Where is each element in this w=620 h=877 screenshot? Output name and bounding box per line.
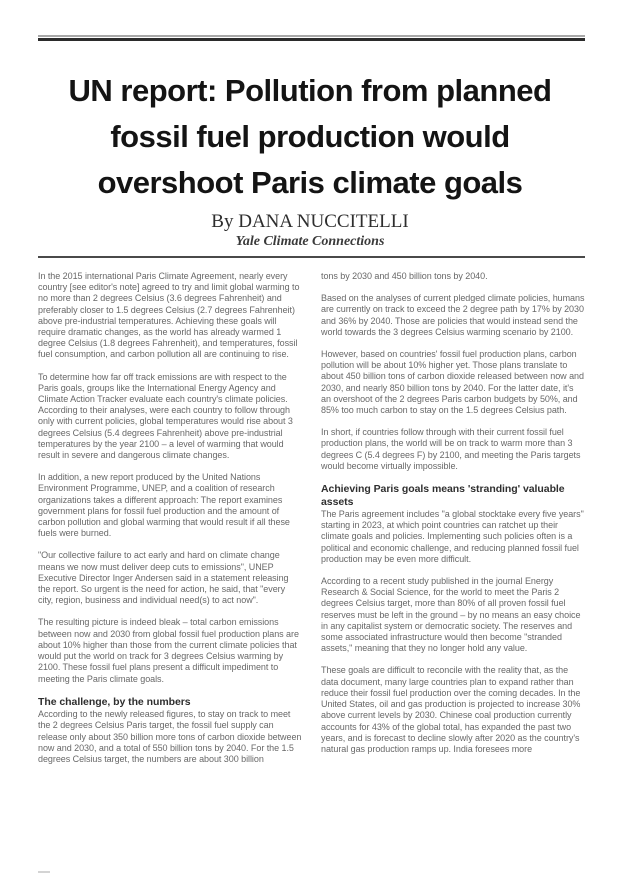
- paragraph: The Paris agreement includes "a global stocktake every five years" starting in 2023, at which point countries can ratchet up their climate goals and policies. Implementing such policies often is a political and economic challenge, and reducing planned fossil fuel production may be even more difficult.: [321, 509, 584, 564]
- paragraph: In short, if countries follow through with their current fossil fuel production plans, the world will be on track to warm more than 3 degrees C (5.4 degrees F) by 2100, and meeting the Paris targets would become virtually impossible.: [321, 427, 581, 471]
- byline-divider-rule: [38, 256, 585, 258]
- headline: [20, 68, 600, 206]
- masthead-double-rule: [38, 35, 585, 41]
- section-heading: Achieving Paris goals means 'stranding' valuable assets: [321, 483, 565, 508]
- paragraph: In the 2015 international Paris Climate Agreement, nearly every country [see editor's note] agreed to try and limit global warming to no more than 2 degrees Celsius (3.6 degrees Fahrenheit) and preferably closer to 1.5 degrees Celsius (2.7 degrees Fahrenheit) above pre-industrial temperatures. Achieving these goals will require dramatic changes, as the world has already warmed 1 degree Celsius (1.8 degrees Fahrenheit), and temperatures, fossil fuel consumption, and carbon pollution all are continuing to rise.: [38, 271, 300, 360]
- paragraph: These goals are difficult to reconcile with the reality that, as the data document, many large countries plan to expand rather than reduce their fossil fuel production over the coming decades. In the United States, oil and gas production is projected to increase 30% above current levels by 2030. Chinese coal production currently accounts for 43% of the global total, has expanded the past two years, and is forecast to decline slowly after 2020 as the country's natural gas production ramps up. India foresees more: [321, 665, 581, 754]
- masthead-rule-thick: [38, 38, 585, 41]
- section-heading: The challenge, by the numbers: [38, 695, 191, 708]
- headline-line-2: fossil fuel production would: [110, 118, 510, 154]
- bottom-partial-rule: [38, 871, 50, 873]
- article-column-left: [38, 271, 302, 776]
- paragraph: However, based on countries' fossil fuel production plans, carbon pollution will be about 10% higher yet. Those plans translate to about 450 billion tons of carbon dioxide released between now and 2030, and nearly 850 billion tons by 2040. For the latter date, it's an overshoot of the 2 degrees Paris carbon budgets by 50%, and 85% too much carbon to stay on the 1.5 degrees Celsius path.: [321, 349, 584, 416]
- paragraph: Based on the analyses of current pledged climate policies, humans are currently on track to exceed the 2 degree path by 17% by 2030 and 36% by 2040. Those are policies that would instead send the world towards the 3 degrees Celsius warming scenario by 2100.: [321, 293, 585, 337]
- paragraph: tons by 2030 and 450 billion tons by 2040.: [321, 271, 488, 281]
- headline-line-3: overshoot Paris climate goals: [97, 164, 523, 200]
- paragraph: According to the newly released figures, to stay on track to meet the 2 degrees Celsius Paris target, the fossil fuel supply can release only about 350 billion more tons of carbon dioxide between now and 2030, and a total of 550 billion tons by 2040. For the 1.5 degrees Celsius target, the numbers are about 300 billion: [38, 709, 302, 765]
- article-body: [38, 271, 585, 776]
- byline: By DANA NUCCITELLI: [211, 211, 409, 232]
- publication-name: Yale Climate Connections: [235, 234, 385, 249]
- paragraph: In addition, a new report produced by the United Nations Environment Programme, UNEP, and a coalition of research organizations takes a different approach: The report examines government plans for fossil fuel production and the amount of carbon pollution and global warming that would result if all these fuels were burned.: [38, 472, 290, 539]
- headline-line-1: UN report: Pollution from planned: [68, 72, 552, 108]
- paragraph: To determine how far off track emissions are with respect to the Paris goals, groups like the International Energy Agency and Climate Action Tracker evaluate each country's climate policies. According to their analyses, were each country to follow through only with current policies, global temperatures would rise about 3 degrees Celsius (5.4 degrees Fahrenheit) above pre-industrial temperatures by the year 2100 – a level of warming that would result in severe and dangerous climate changes.: [38, 371, 293, 461]
- paragraph: According to a recent study published in the journal Energy Research & Social Science, for the world to meet the Paris 2 degrees Celsius target, more than 80% of all proven fossil fuel reserves must be left in the ground – by no means an easy choice in any capitalist system or democratic society. The reserves and some associated infrastructure would then become "stranded assets," meaning that they no longer hold any value.: [321, 576, 581, 654]
- paragraph: "Our collective failure to act early and hard on climate change means we now must deliver deep cuts to emissions", UNEP Executive Director Inger Andersen said in a statement releasing the report. So urgent is the need for action, he said, that "every city, region, business and individual need(s) to act now".: [38, 550, 289, 606]
- paragraph: The resulting picture is indeed bleak – total carbon emissions between now and 2030 from global fossil fuel production plans are about 10% higher than those from the current climate policies that would put the world on track for 3 degrees Celsius warming by 2100. These fossil fuel plans present a difficult impediment to meeting the Paris climate goals.: [38, 617, 299, 684]
- article-column-right: [321, 271, 585, 776]
